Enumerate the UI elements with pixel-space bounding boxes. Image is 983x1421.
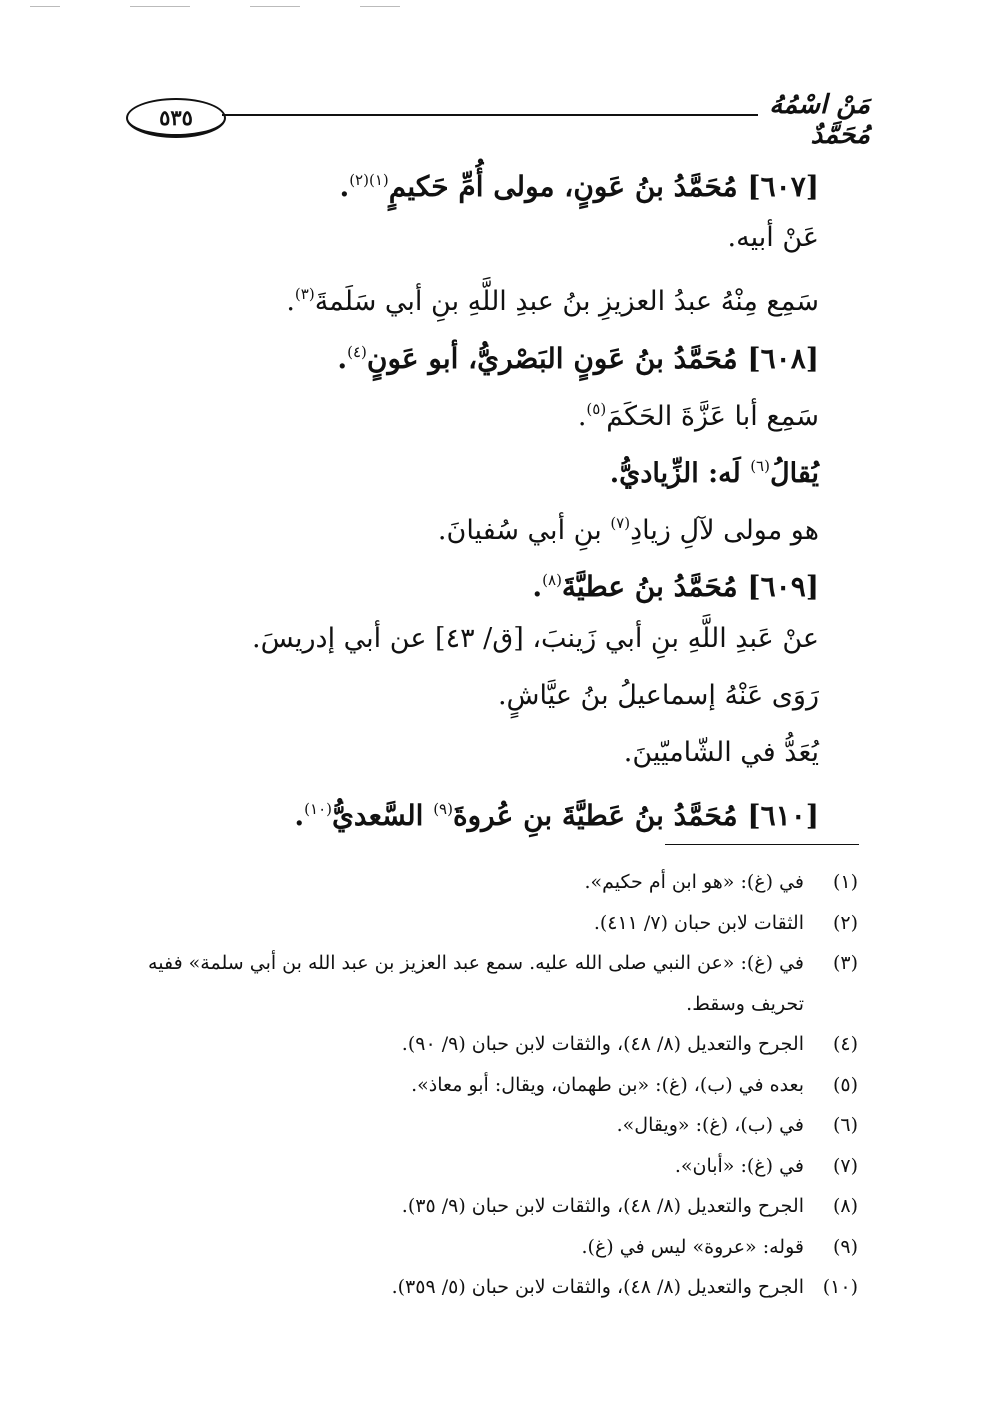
entry-609: [٦٠٩] مُحَمَّدُ بنُ عطيَّةَ$^{(٨)}$. [532,570,819,604]
footnote-separator [665,844,859,845]
running-title: مَنْ اسْمُهُ مُحَمَّدٌ [769,90,870,150]
footnote-item: (٥) بعده في (ب)، (غ): «بن طهمان، ويقال: أبو معاذ». [411,1073,858,1096]
text-line: عَنْ أبيه. [727,222,819,254]
entry-607: [٦٠٧] مُحَمَّدُ بنُ عَونٍ، مولى أُمِّ حَكيمٍ$^{(١)(٢)}$. [339,170,819,203]
footnote-ref: (٧) [610,514,631,533]
footnote-ref: (٩) [433,800,453,819]
page-header [118,90,870,150]
text-line: عنْ عَبدِ اللَّهِ بنِ أبي زَينبَ، [ق/ ٤٣] عن أبي إدريسَ. [252,622,819,654]
footnote-ref: (١٠) [304,800,333,819]
footnote-item: (٦) في (ب)، (غ): «ويقال». [616,1114,858,1136]
text-line: رَوَى عَنْهُ إسماعيلُ بنُ عيَّاشٍ. [497,679,819,711]
text-line: هو مولى لآلِ زيادِ$^{(٧)}$ بنِ أبي سُفيانَ. [437,514,819,547]
footnote-item: (٨) الجرح والتعديل (٨/ ٤٨)، والثقات لابن حبان (٩/ ٣٥). [401,1195,858,1217]
footnote-ref: (٣) [294,285,315,304]
footnote-ref: (١)(٢) [349,171,389,189]
main-text [159,152,819,838]
scan-edge-marks [30,6,953,8]
footnote-item: (٩) قوله: «عروة» ليس في (غ). [581,1235,858,1258]
footnote-item: (٧) في (غ): «أبان». [674,1154,858,1177]
footnote-item: (١) في (غ): «هو ابن أم حكيم». [584,871,858,893]
footnote-ref: (٥) [586,399,607,418]
footnote-ref: (٤) [347,342,367,361]
text-line: يُقالُ$^{(٦)}$ لَه: الزِّياديُّ. [609,456,819,489]
entry-610: [٦١٠] مُحَمَّدُ بنُ عَطيَّةَ بنِ عُروةَ$^{(٩)}$ السَّعديُّ$^{(١٠)}$. [294,799,819,833]
footnotes [118,862,858,1308]
text-line: سَمِع مِنْهُ عبدُ العزيزِ بنُ عبدِ اللَّهِ بنِ أبي سَلَمةَ$^{(٣)}$. [286,285,819,318]
footnote-item: (٤) الجرح والتعديل (٨/ ٤٨)، والثقات لابن حبان (٩/ ٩٠). [401,1033,858,1055]
page-number: ٥٣٥ [126,98,226,138]
header-rule [222,114,758,116]
footnote-item: (٢) الثقات لابن حبان (٧/ ٤١١). [593,911,858,934]
text-line: يُعَدُّ في الشّاميّينَ. [623,736,819,768]
footnote-ref: (٨) [542,571,562,590]
footnote-ref: (٦) [750,456,770,475]
entry-608: [٦٠٨] مُحَمَّدُ بنُ عَونٍ البَصْريُّ، أبو عَونٍ$^{(٤)}$. [337,341,819,375]
footnote-item: (١٠) الجرح والتعديل (٨/ ٤٨)، والثقات لابن حبان (٥/ ٣٥٩). [391,1276,858,1298]
text-line: سَمِع أبا عَزَّةَ الحَكَمَ$^{(٥)}$. [577,399,819,432]
footnote-item: (٣) في (غ): «عن النبي صلى الله عليه. سمع عبد العزيز بن عبد الله بن أبي سلمة» ففيه تحريف وسقط. [148,952,858,1015]
